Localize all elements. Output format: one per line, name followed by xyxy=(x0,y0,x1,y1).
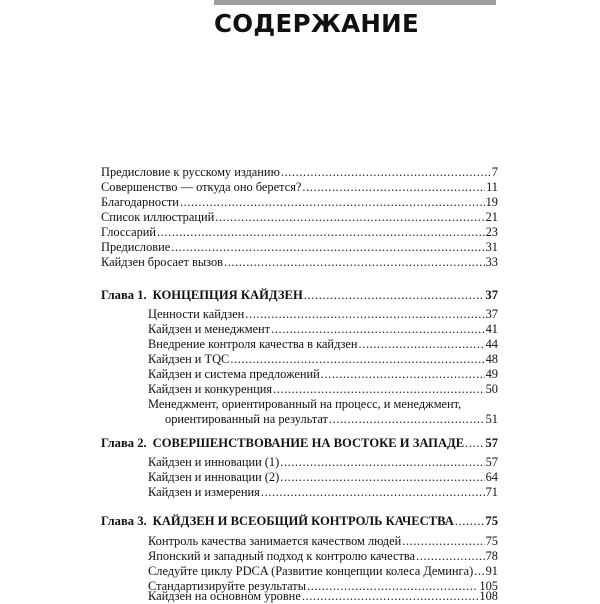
toc-subentry[interactable] xyxy=(148,549,498,564)
toc-entry[interactable] xyxy=(101,240,498,255)
dot-leader xyxy=(224,255,485,270)
dot-leader xyxy=(359,337,485,352)
entry-title: Предисловие к русскому изданию xyxy=(101,165,280,179)
chapter-label: Глава 3. xyxy=(101,514,147,528)
dot-leader xyxy=(321,367,485,382)
chapter-heading-3[interactable] xyxy=(101,514,498,529)
entry-page: 75 xyxy=(485,534,498,548)
entry-page: 49 xyxy=(485,367,498,381)
toc-subentry[interactable] xyxy=(148,485,498,500)
toc-subentry[interactable] xyxy=(148,534,498,549)
entry-page: 7 xyxy=(491,165,498,179)
entry-page: 50 xyxy=(485,382,498,396)
entry-title: Кайдзен и менеджмент xyxy=(148,322,271,336)
chapter-label: Глава 2. xyxy=(101,436,147,450)
dot-leader xyxy=(402,534,484,549)
dot-leader xyxy=(157,225,485,240)
entry-title: Японский и западный подход к контролю качества xyxy=(148,549,416,563)
toc-entry[interactable] xyxy=(101,195,498,210)
entry-page: 31 xyxy=(485,240,498,254)
entry-title: Кайдзен и TQC xyxy=(148,352,230,366)
entry-page: 51 xyxy=(485,412,498,426)
dot-leader xyxy=(271,322,485,337)
chapter-label: Глава 1. xyxy=(101,288,147,302)
entry-title: Совершенство — откуда оно берется? xyxy=(101,180,302,194)
entry-title: Следуйте циклу PDCA (Развитие концепции колеса Деминга) xyxy=(148,564,474,578)
entry-page: 41 xyxy=(485,322,498,336)
entry-title: Предисловие xyxy=(101,240,171,254)
toc-subentry[interactable] xyxy=(148,589,498,604)
toc-entry[interactable] xyxy=(101,165,498,180)
dot-leader xyxy=(180,195,485,210)
dot-leader xyxy=(474,564,484,579)
entry-page: 11 xyxy=(486,180,498,194)
chapter-heading-2[interactable] xyxy=(101,436,498,451)
entry-title-line1[interactable]: Менеджмент, ориентированный на процесс, и менеджмент, xyxy=(148,397,462,411)
dot-leader xyxy=(304,288,485,303)
toc-subentry[interactable] xyxy=(148,564,498,579)
entry-title: Ценности кайдзен xyxy=(148,307,245,321)
entry-page: 21 xyxy=(485,210,498,224)
toc-entry[interactable] xyxy=(101,210,498,225)
toc-subentry[interactable] xyxy=(148,367,498,382)
dot-leader xyxy=(230,352,484,367)
entry-page: 33 xyxy=(485,255,498,269)
entry-title: Контроль качества занимается качеством людей xyxy=(148,534,402,548)
chapter-page: 75 xyxy=(485,514,498,528)
dot-leader xyxy=(280,455,484,470)
chapter-title xyxy=(101,436,464,451)
entry-page: 23 xyxy=(485,225,498,239)
chapter-name: СОВЕРШЕНСТВОВАНИЕ НА ВОСТОКЕ И ЗАПАДЕ xyxy=(152,436,465,450)
toc-subentry[interactable] xyxy=(148,455,498,470)
entry-title: Список иллюстраций xyxy=(101,210,215,224)
dot-leader xyxy=(302,180,485,195)
toc-entry[interactable] xyxy=(101,180,498,195)
toc-subentry[interactable] xyxy=(165,412,498,427)
entry-page: 71 xyxy=(485,485,498,499)
toc-subentry[interactable] xyxy=(148,307,498,322)
entry-page: 37 xyxy=(485,307,498,321)
entry-title-line2: ориентированный на результат xyxy=(165,412,328,426)
toc-subentry[interactable] xyxy=(148,470,498,485)
dot-leader xyxy=(171,240,484,255)
chapter-title xyxy=(101,288,303,303)
dot-leader xyxy=(261,485,485,500)
chapter-page: 57 xyxy=(485,436,498,450)
toc-entry[interactable] xyxy=(101,255,498,270)
dot-leader xyxy=(465,436,484,451)
dot-leader xyxy=(215,210,484,225)
entry-page: 19 xyxy=(485,195,498,209)
entry-page: 78 xyxy=(485,549,498,563)
dot-leader xyxy=(302,589,479,604)
toc-subentry[interactable] xyxy=(148,352,498,367)
toc-subentry[interactable] xyxy=(148,322,498,337)
dot-leader xyxy=(273,382,485,397)
page-title: СОДЕРЖАНИЕ xyxy=(214,9,420,38)
toc-subentry[interactable] xyxy=(148,337,498,352)
chapter-name: КОНЦЕПЦИЯ КАЙДЗЕН xyxy=(152,288,303,302)
dot-leader xyxy=(416,549,485,564)
dot-leader xyxy=(280,470,484,485)
dot-leader xyxy=(281,165,491,180)
entry-title: Глоссарий xyxy=(101,225,157,239)
entry-page: 44 xyxy=(485,337,498,351)
toc-subentry[interactable] xyxy=(148,382,498,397)
entry-page: 108 xyxy=(479,589,498,603)
dot-leader xyxy=(329,412,485,427)
entry-page: 48 xyxy=(485,352,498,366)
chapter-title xyxy=(101,514,454,529)
entry-title: Благодарности xyxy=(101,195,179,209)
dot-leader xyxy=(455,514,485,529)
entry-page: 64 xyxy=(485,470,498,484)
entry-title: Кайдзен и измерения xyxy=(148,485,260,499)
chapter-name: КАЙДЗЕН И ВСЕОБЩИЙ КОНТРОЛЬ КАЧЕСТВА xyxy=(152,514,454,528)
entry-page: 91 xyxy=(485,564,498,578)
entry-title: Кайдзен и система предложений xyxy=(148,367,320,381)
entry-title: Кайдзен на основном уровне xyxy=(148,589,301,603)
entry-title: Кайдзен бросает вызов xyxy=(101,255,224,269)
chapter-page: 37 xyxy=(485,288,498,302)
entry-title: Стандартизируйте результаты xyxy=(148,579,307,593)
toc-entry[interactable] xyxy=(101,225,498,240)
entry-page: 57 xyxy=(485,455,498,469)
chapter-heading-1[interactable] xyxy=(101,288,498,303)
entry-title: Внедрение контроля качества в кайдзен xyxy=(148,337,358,351)
entry-page: 105 xyxy=(479,579,498,593)
entry-title: Кайдзен и инновации (2) xyxy=(148,470,280,484)
entry-title: Кайдзен и конкуренция xyxy=(148,382,273,396)
dot-leader xyxy=(245,307,484,322)
entry-title: Кайдзен и инновации (1) xyxy=(148,455,280,469)
